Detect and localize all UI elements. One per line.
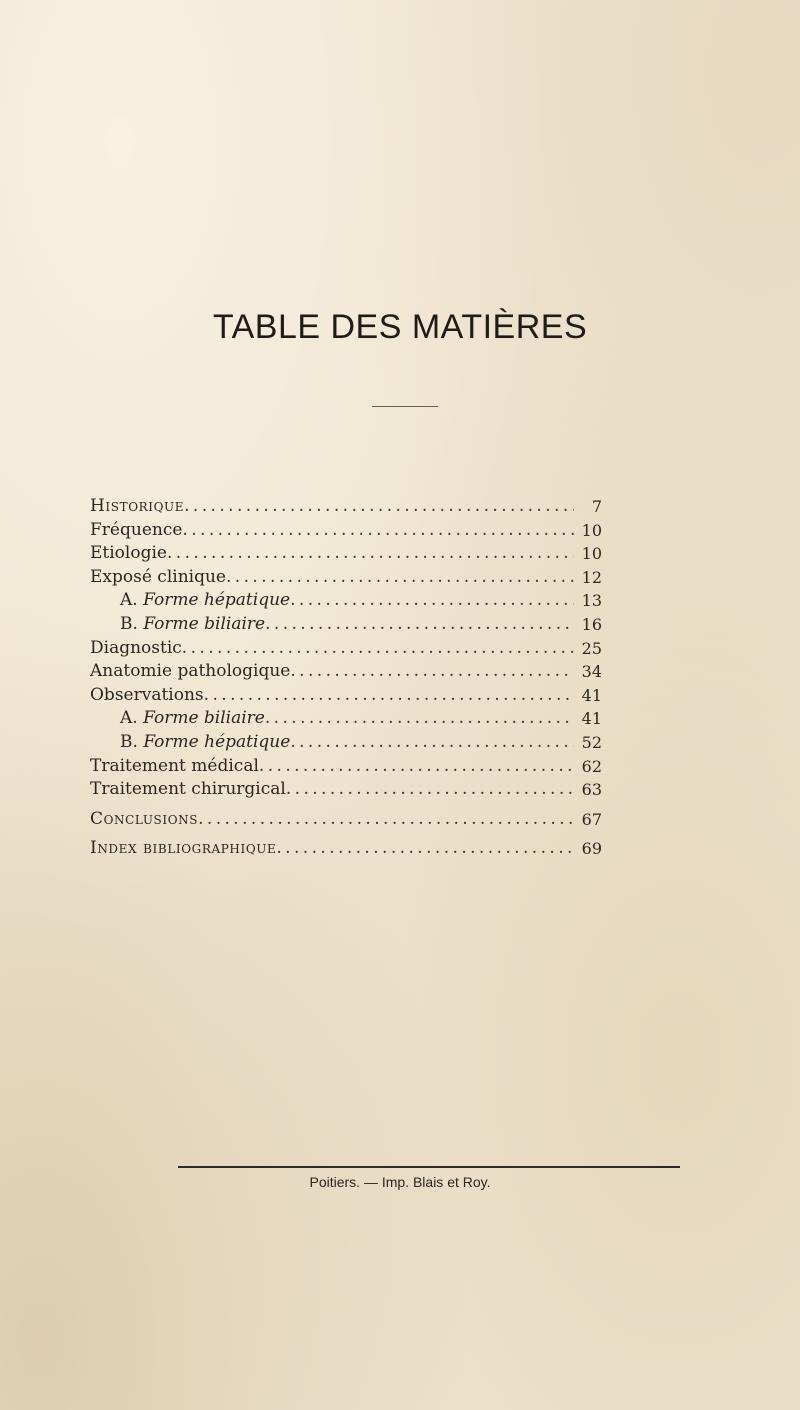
toc-entry-index-bibliographique[interactable] xyxy=(90,837,602,861)
toc-entry-page: 10 xyxy=(581,520,602,540)
toc-entry-page: 62 xyxy=(581,756,602,776)
toc-entry-page: 67 xyxy=(581,809,602,829)
toc-entry-label: Traitement médical . . . xyxy=(90,755,574,779)
toc-entry-italic-text: Forme biliaire xyxy=(143,613,266,634)
toc-entry-frequence[interactable] xyxy=(90,519,602,543)
toc-entry-historique[interactable] xyxy=(90,495,602,519)
page-title: TABLE DES MATIÈRES xyxy=(212,308,588,346)
toc-entry-expose-clinique[interactable] xyxy=(90,566,602,590)
toc-subentry-forme-biliaire-obs[interactable] xyxy=(90,707,602,731)
toc-entry-diagnostic[interactable] xyxy=(90,637,602,661)
toc-entry-prefix: A. xyxy=(120,708,144,729)
toc-entry-anatomie-pathologique[interactable] xyxy=(90,660,602,684)
toc-entry-label: Exposé clinique . . . xyxy=(90,566,574,590)
toc-entry-label xyxy=(90,707,574,731)
toc-entry-page: 69 xyxy=(581,839,602,859)
toc-entry-label: Conclusions . . . xyxy=(90,808,574,832)
toc-entry-page: 34 xyxy=(581,662,602,682)
toc-entry-label: Etiologie . . . xyxy=(90,542,574,566)
toc-entry-label: Diagnostic . . . xyxy=(90,637,574,661)
toc-entry-label xyxy=(90,731,574,755)
toc-subentry-forme-biliaire[interactable] xyxy=(90,613,602,637)
toc-entry-page: 13 xyxy=(581,591,602,611)
toc-entry-label: Fréquence . . . xyxy=(90,519,574,543)
toc-subentry-forme-hepatique-obs[interactable] xyxy=(90,731,602,755)
toc-entry-page: 16 xyxy=(581,614,602,634)
footer-divider xyxy=(178,1166,680,1168)
toc-entry-traitement-medical[interactable] xyxy=(90,755,602,779)
toc-entry-label: Observations . . . xyxy=(90,684,574,708)
toc-entry-page: 7 xyxy=(591,497,602,516)
toc-entry-page: 25 xyxy=(581,638,602,658)
toc-entry-prefix: B. xyxy=(120,613,144,634)
toc-entry-page: 63 xyxy=(581,780,602,800)
toc-entry-label: Anatomie pathologique . . . xyxy=(90,660,574,684)
toc-entry-etiologie[interactable] xyxy=(90,542,602,566)
toc-entry-label: Traitement chirurgical . . . xyxy=(90,778,574,802)
toc-entry-prefix: B. xyxy=(120,731,144,752)
toc-entry-observations[interactable] xyxy=(90,684,602,708)
title-divider xyxy=(372,406,438,407)
toc-entry-page: 10 xyxy=(581,544,602,564)
toc-entry-label xyxy=(90,613,574,637)
toc-entry-page: 41 xyxy=(581,685,602,705)
toc-entry-page: 41 xyxy=(581,709,602,729)
toc-entry-italic-text: Forme hépatique xyxy=(143,731,291,752)
printer-imprint: Poitiers. — Imp. Blais et Roy. xyxy=(309,1174,491,1190)
toc-entry-page: 12 xyxy=(581,567,602,587)
toc-entry-page: 52 xyxy=(581,732,602,752)
toc-subentry-forme-hepatique[interactable] xyxy=(90,589,602,613)
toc-entry-traitement-chirurgical[interactable] xyxy=(90,778,602,802)
toc-entry-italic-text: Forme biliaire xyxy=(143,708,265,729)
toc-entry-conclusions[interactable] xyxy=(90,808,602,832)
table-of-contents xyxy=(90,495,602,861)
toc-entry-label: Historique . . . xyxy=(90,495,574,519)
toc-entry-label: Index bibliographique . . . xyxy=(90,837,574,861)
toc-entry-prefix: A. xyxy=(120,590,144,611)
toc-entry-italic-text: Forme hépatique xyxy=(143,590,291,611)
toc-entry-label xyxy=(90,589,574,613)
